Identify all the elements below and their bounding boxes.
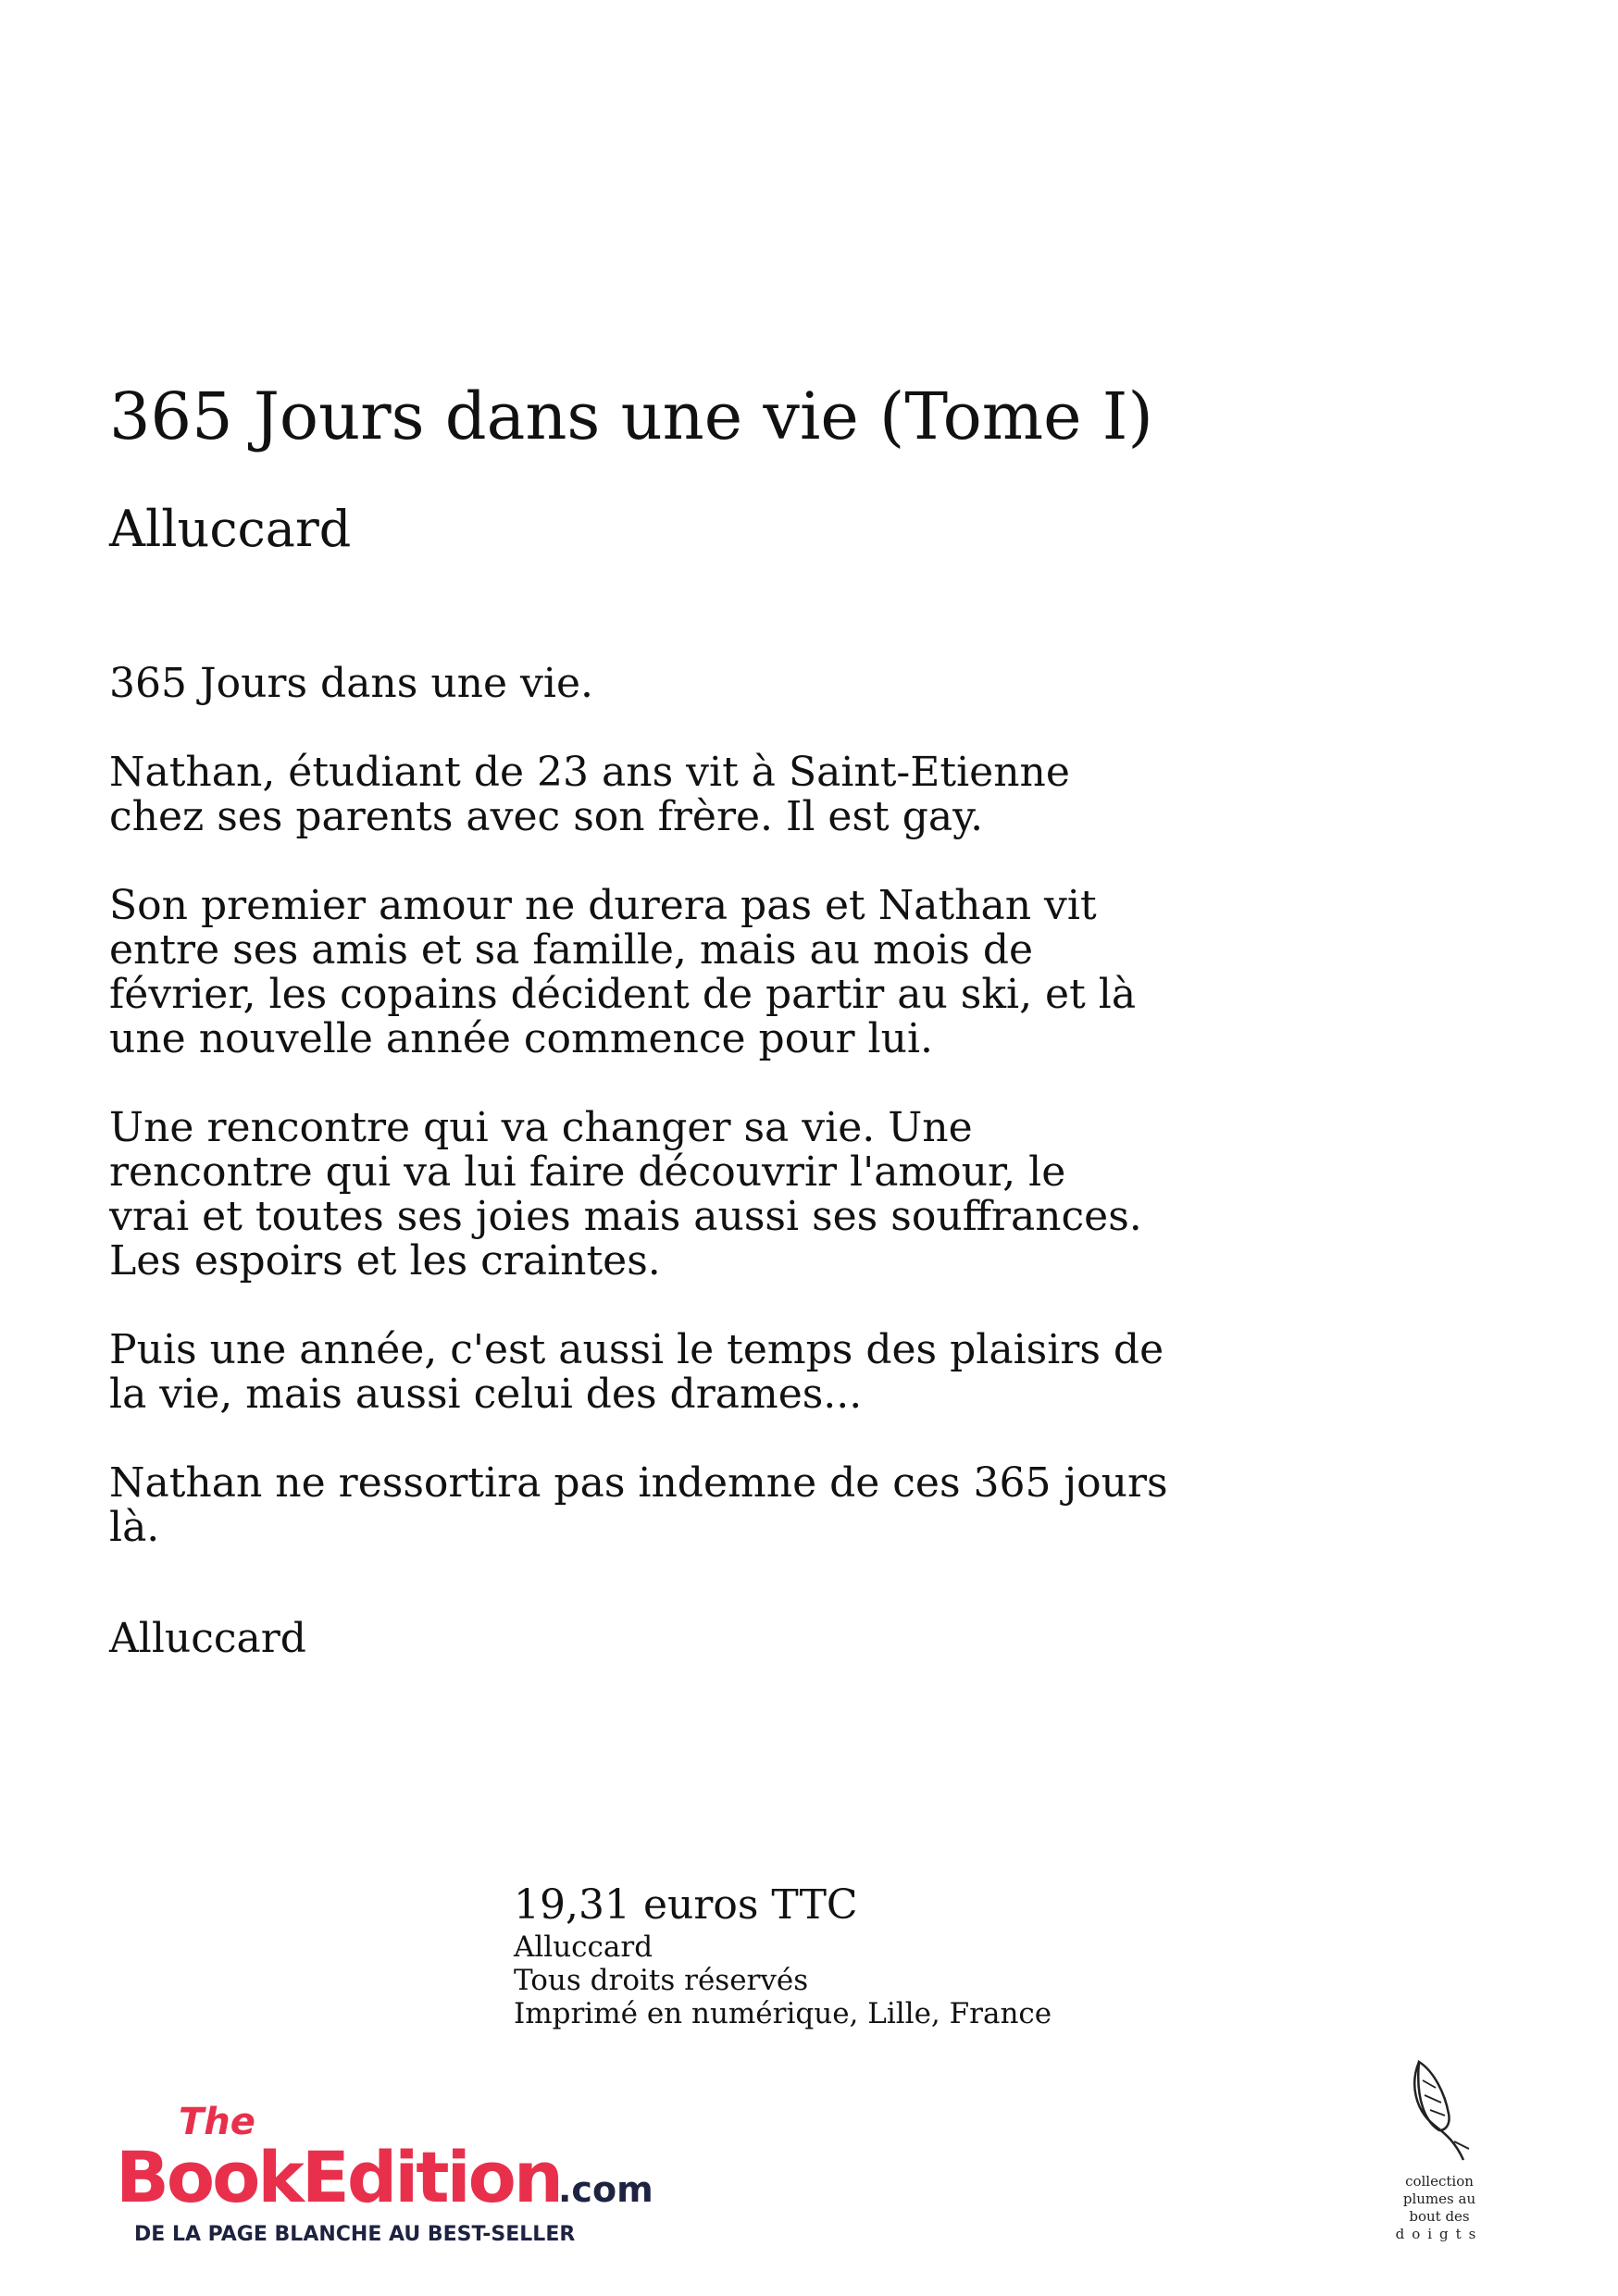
logo-tagline: DE LA PAGE BLANCHE AU BEST-SELLER [134,2223,576,2246]
summary-line: une nouvelle année commence pour lui. [109,1015,934,1062]
collection-line: collection [1405,2173,1474,2190]
summary-paragraph [109,1106,1276,1284]
summary-line: Une rencontre qui va changer sa vie. Une [109,1104,973,1151]
collection-label [1388,2173,1490,2243]
summary-line: la vie, mais aussi celui des drames... [109,1371,863,1418]
collection-mark [1388,2056,1490,2243]
imprint-block [514,1880,1052,2030]
book-summary [109,662,1276,1706]
imprint-printed: Imprimé en numérique, Lille, France [514,1997,1052,2030]
imprint-author: Alluccard [514,1930,653,1964]
summary-signature [109,1617,1276,1661]
price: 19,31 euros TTC [514,1881,858,1929]
publisher-logo [116,2101,653,2249]
imprint-rights: Tous droits réservés [514,1964,809,1997]
summary-line: Puis une année, c'est aussi le temps des plaisirs de [109,1326,1164,1373]
summary-paragraph [109,1328,1276,1417]
logo-the: The [179,2101,255,2143]
book-title: 365 Jours dans une vie (Tome I) [109,379,1153,454]
logo-domain: .com [558,2169,653,2210]
summary-line: Nathan, étudiant de 23 ans vit à Saint-Etienne [109,749,1070,796]
summary-line: Les espoirs et les craintes. [109,1237,661,1285]
summary-line: rencontre qui va lui faire découvrir l'amour, le [109,1148,1066,1196]
feather-icon [1402,2056,1476,2167]
collection-line: plumes au [1402,2191,1476,2207]
summary-paragraph [109,884,1276,1061]
summary-line: Nathan ne ressortira pas indemne de ces 365 jours [109,1459,1168,1507]
summary-line: 365 Jours dans une vie. [109,660,593,707]
summary-paragraph [109,751,1276,839]
book-author: Alluccard [109,500,352,558]
summary-paragraph [109,1461,1276,1550]
summary-line: entre ses amis et sa famille, mais au mois de [109,926,1034,974]
collection-line: doigts [1395,2226,1484,2242]
summary-line: là. [109,1504,160,1551]
summary-paragraph [109,662,1276,706]
summary-line: Son premier amour ne durera pas et Nathan vit [109,882,1097,929]
signature-text: Alluccard [109,1615,306,1662]
summary-line: février, les copains décident de partir au ski, et là [109,971,1137,1018]
collection-line: bout des [1409,2208,1470,2225]
summary-line: chez ses parents avec son frère. Il est gay. [109,793,984,840]
logo-brand: BookEdition [116,2136,561,2218]
summary-line: vrai et toutes ses joies mais aussi ses souffrances. [109,1193,1142,1240]
